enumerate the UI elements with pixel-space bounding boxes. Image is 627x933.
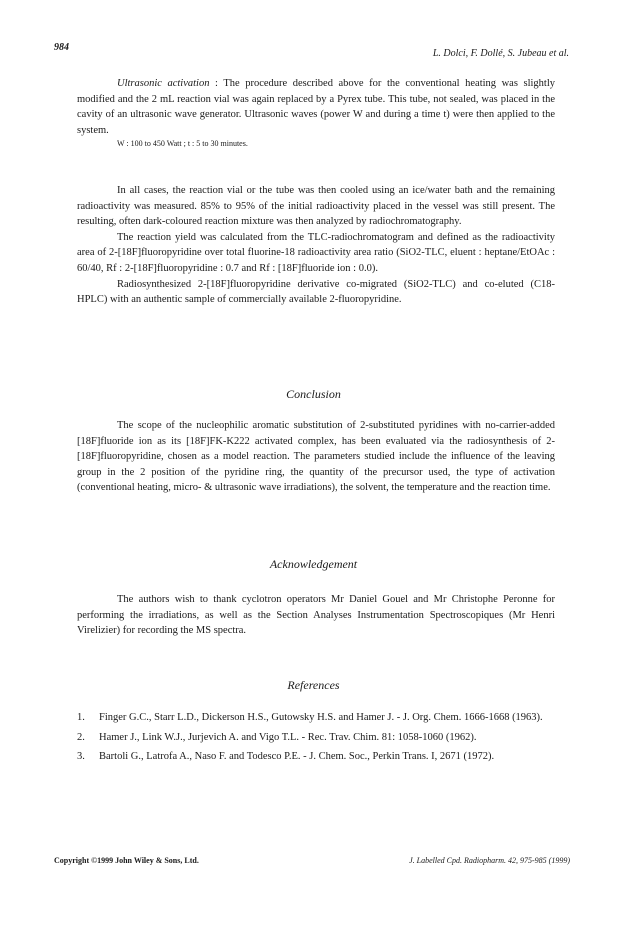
- ultrasonic-paragraph: [77, 76, 555, 138]
- results-paragraph-3: Radiosynthesized 2-[18F]fluoropyridine derivative co-migrated (SiO2-TLC) and co-eluted (C18-HPLC) with an authentic sample of commercially available 2-fluoropyridine.: [77, 278, 555, 306]
- acknowledgement-heading: Acknowledgement: [269, 557, 358, 571]
- references-list: [77, 710, 555, 769]
- references-heading: References: [287, 678, 340, 692]
- reference-item: [77, 730, 555, 746]
- ultrasonic-note: W : 100 to 450 Watt ; t : 5 to 30 minutes.: [117, 139, 248, 149]
- reference-item: [77, 710, 555, 726]
- acknowledgement-paragraph: The authors wish to thank cyclotron operators Mr Daniel Gouel and Mr Christophe Peronne for performing the irradiations, as well as the Section Analyses Instrumentation Spectroscopiques (Mr Henri Virelizier) for recording the MS spectra.: [77, 594, 555, 637]
- running-header: L. Dolci, F. Dollé, S. Jubeau et al.: [432, 48, 569, 59]
- results-section: [77, 183, 555, 308]
- ultrasonic-section: [77, 76, 555, 150]
- results-paragraph-2: The reaction yield was calculated from the TLC-radiochromatogram and defined as the radioactivity area of 2-[18F]fluoropyridine over total fluorine-18 radioactivity area ratio (SiO2-TLC, eluent : heptane/EtOAc : 60/40, Rf : 2-[18F]fluoropyridine : 0.7 and Rf : [18F]fluoride ion : 0.0).: [77, 231, 555, 274]
- conclusion-paragraph: The scope of the nucleophilic aromatic substitution of 2-substituted pyridines with no-carrier-added [18F]fluoride ion as its [18F]FK-K222 activated complex, has been evaluated via the radiosynthesis of 2-[18F]fluoropyridine, chosen as a model reaction. The parameters studied include the influence of the leaving group in the 2 position of the pyridine ring, the quantity of the precursor used, the type of activation (conventional heating, micro- & ultrasonic wave irradiations), the solvent, the temperature and the reaction time.: [77, 420, 555, 494]
- reference-item: [77, 749, 555, 765]
- journal-citation: J. Labelled Cpd. Radiopharm. 42, 975-985 (1999): [409, 856, 570, 865]
- results-paragraph-1: In all cases, the reaction vial or the tube was then cooled using an ice/water bath and the remaining radioactivity was measured. 85% to 95% of the initial radioactivity placed in the vessel was still present. The resulting, often dark-coloured reaction mixture was then analyzed by radiochromatography.: [77, 185, 555, 228]
- conclusion-section: [77, 418, 555, 496]
- acknowledgement-section: [77, 592, 555, 639]
- conclusion-heading: Conclusion: [286, 387, 341, 401]
- ultrasonic-title: Ultrasonic activation: [117, 78, 210, 89]
- ultrasonic-text: : The procedure described above for the conventional heating was slightly modified and the 2 mL reaction vial was again replaced by a Pyrex tube. This tube, not sealed, was placed in the cavity of an ultrasonic wave generator. Ultrasonic waves (power W and during a time t) were then applied to the system.: [77, 78, 555, 136]
- page-number: 984: [54, 42, 69, 53]
- reference-number: 3.: [77, 751, 85, 763]
- reference-text: Hamer J., Link W.J., Jurjevich A. and Vigo T.L. - Rec. Trav. Chim. 81: 1058-1060 (1962).: [99, 731, 477, 743]
- copyright-notice: Copyright ©1999 John Wiley & Sons, Ltd.: [54, 856, 199, 865]
- reference-number: 2.: [77, 731, 85, 743]
- reference-number: 1.: [77, 712, 85, 723]
- reference-text: Finger G.C., Starr L.D., Dickerson H.S., Gutowsky H.S. and Hamer J. - J. Org. Chem. 1666-1668 (1963).: [99, 712, 543, 723]
- reference-text: Bartoli G., Latrofa A., Naso F. and Todesco P.E. - J. Chem. Soc., Perkin Trans. I, 2671 (1972).: [99, 751, 495, 763]
